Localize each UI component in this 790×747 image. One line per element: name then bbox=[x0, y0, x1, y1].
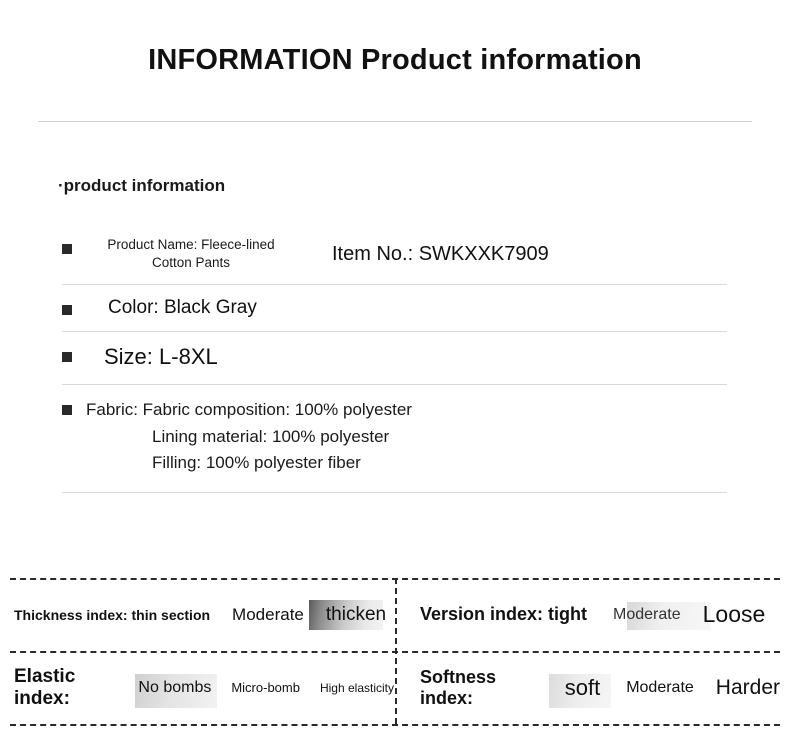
spec-list bbox=[62, 228, 727, 493]
softness-option-soft[interactable]: soft bbox=[564, 674, 601, 700]
version-option-loose[interactable]: Loose bbox=[702, 601, 766, 627]
version-option-moderate[interactable]: Moderate bbox=[613, 605, 681, 623]
spec-row-color bbox=[62, 285, 727, 332]
elastic-index-label: Elastic index: bbox=[14, 665, 76, 709]
softness-index-label: Softness index: bbox=[420, 666, 497, 708]
thickness-index-label: Thickness index: thin section bbox=[14, 606, 211, 623]
index-grid bbox=[0, 578, 790, 728]
page-header bbox=[0, 44, 790, 77]
filling-value: Filling: 100% polyester fiber bbox=[152, 453, 361, 473]
grid-divider-vertical bbox=[395, 578, 397, 724]
square-bullet-icon bbox=[62, 244, 72, 254]
color-value: Color: Black Gray bbox=[108, 297, 257, 319]
version-index-label: Version index: tight bbox=[420, 604, 588, 624]
elastic-option-high-elasticity[interactable]: High elasticity bbox=[319, 680, 394, 695]
elastic-option-micro-bomb[interactable]: Micro-bomb bbox=[231, 680, 300, 695]
square-bullet-icon bbox=[62, 305, 72, 315]
spec-row-product-name bbox=[62, 228, 727, 285]
softness-index-row bbox=[420, 651, 780, 724]
elastic-option-no-bombs[interactable]: No bombs bbox=[138, 678, 212, 696]
square-bullet-icon bbox=[62, 352, 72, 362]
grid-divider-bottom bbox=[10, 724, 780, 726]
elastic-index-row bbox=[14, 651, 394, 724]
thickness-index-row bbox=[14, 578, 394, 651]
header-divider bbox=[38, 121, 752, 122]
item-no-value: Item No.: SWKXXK7909 bbox=[332, 242, 549, 265]
thickness-option-thicken[interactable]: thicken bbox=[325, 603, 387, 625]
thickness-option-moderate[interactable]: Moderate bbox=[232, 604, 304, 624]
softness-option-harder[interactable]: Harder bbox=[715, 675, 780, 699]
spec-row-fabric bbox=[62, 385, 727, 493]
version-index-row bbox=[420, 578, 780, 651]
section-label: ·product information bbox=[58, 176, 226, 195]
page-title: INFORMATION Product information bbox=[148, 44, 642, 76]
softness-option-moderate[interactable]: Moderate bbox=[626, 678, 694, 696]
square-bullet-icon bbox=[62, 405, 72, 415]
product-name-value: Product Name: Fleece-lined Cotton Pants bbox=[107, 237, 275, 271]
spec-row-size bbox=[62, 332, 727, 385]
size-value: Size: L-8XL bbox=[104, 344, 218, 370]
fabric-composition-value: Fabric: Fabric composition: 100% polyester bbox=[86, 400, 412, 420]
lining-material-value: Lining material: 100% polyester bbox=[152, 426, 390, 446]
